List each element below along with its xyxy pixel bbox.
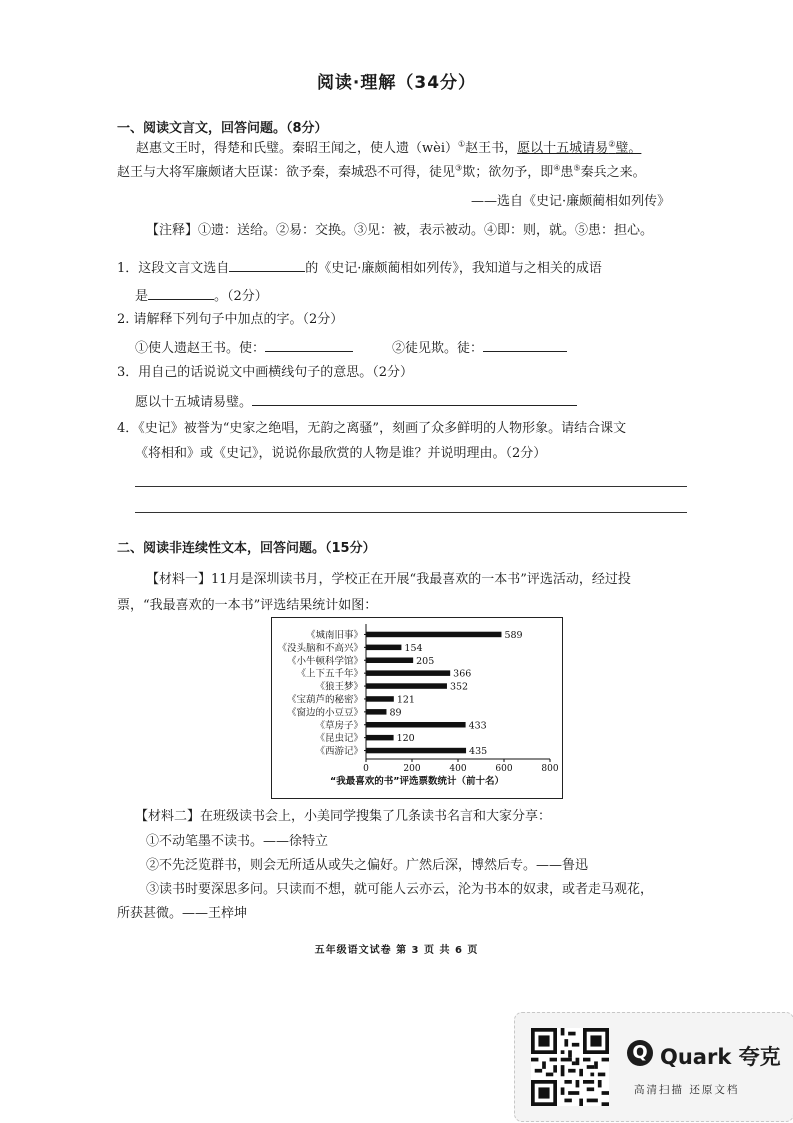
- answer-line[interactable]: [135, 512, 687, 513]
- brand-name: Quark 夸克: [660, 1045, 781, 1069]
- answer-blank[interactable]: [265, 337, 353, 352]
- brand-tagline: 高清扫描 还原文档: [634, 1084, 740, 1096]
- passage-text: 秦兵之来。: [580, 165, 646, 180]
- answer-blank[interactable]: [252, 391, 577, 406]
- bar-chart-svg: [272, 618, 562, 798]
- bar: [366, 632, 501, 638]
- value-label: 366: [453, 668, 472, 680]
- x-tick-label: 200: [403, 764, 421, 774]
- quote-2: ②不先泛览群书，则会无所适从或失之偏好。广然后深，博然后专。——鲁迅: [146, 858, 589, 873]
- bar: [366, 670, 450, 676]
- question-4-line-1: 4．《史记》被誉为“史家之绝唱，无韵之离骚”，刻画了众多鲜明的人物形象。请结合课文: [117, 421, 627, 436]
- bar: [366, 645, 401, 651]
- answer-blank[interactable]: [229, 257, 305, 272]
- question-2-item-1: ①使人遗赵王书。使：: [135, 337, 353, 358]
- bar: [366, 683, 447, 689]
- question-3-sentence: 愿以十五城请易璧。: [135, 391, 577, 412]
- x-tick-label: 600: [495, 764, 513, 774]
- chart-title: “我最喜欢的书”评选票数统计（前十名）: [330, 776, 504, 787]
- question-3: 3．用自己的话说说文中画横线句子的意思。（2分）: [117, 365, 414, 380]
- material1-line-2: 票，“我最喜欢的一本书”评选结果统计如图：: [117, 598, 378, 613]
- answer-line[interactable]: [135, 486, 687, 487]
- category-label: 《小牛顿科学馆》: [286, 655, 363, 667]
- passage-line-1: [136, 140, 641, 158]
- question-2: 2. 请解释下列句子中加点的字。（2分）: [117, 312, 344, 327]
- bar-chart: [271, 617, 563, 799]
- x-tick-label: 0: [363, 764, 369, 774]
- passage-text: 赵王书，: [465, 141, 518, 156]
- quote-3-line-2: 所获甚微。——王梓坤: [117, 906, 248, 921]
- quote-1: ①不动笔墨不读书。——徐特立: [146, 834, 329, 849]
- category-label: 《西游记》: [315, 746, 363, 758]
- question-4-line-2: 《将相和》或《史记》，说说你最欣赏的人物是谁？并说明理由。（2分）: [135, 446, 547, 461]
- page-footer: 五年级语文试卷 第 3 页 共 6 页: [314, 945, 479, 956]
- category-label: 《草房子》: [315, 720, 363, 732]
- category-label: 《城南旧事》: [305, 629, 363, 641]
- qr-code-icon: [531, 1028, 609, 1106]
- bar: [366, 722, 466, 728]
- value-label: 352: [449, 681, 469, 693]
- value-label: 154: [404, 642, 423, 654]
- section2-heading: 二、阅读非连续性文本，回答问题。（15分）: [117, 541, 376, 556]
- passage-line-2: [117, 164, 646, 182]
- value-label: 433: [468, 720, 487, 732]
- category-label: 《昆虫记》: [315, 733, 363, 745]
- answer-blank[interactable]: [148, 285, 214, 300]
- value-label: 89: [389, 707, 402, 719]
- footnote-mark: ④: [553, 163, 561, 173]
- value-label: 435: [469, 746, 488, 758]
- bar: [366, 709, 386, 715]
- footnote-mark: ③: [455, 163, 463, 173]
- category-label: 《窗边的小豆豆》: [286, 707, 363, 719]
- answer-blank[interactable]: [483, 337, 567, 352]
- footnote-mark: ①: [457, 139, 466, 149]
- value-label: 120: [396, 733, 415, 745]
- page-title: 阅读·理解（34分）: [316, 73, 477, 93]
- bar: [366, 696, 394, 702]
- quark-logo-icon: Q: [627, 1040, 653, 1066]
- x-tick-label: 800: [541, 764, 559, 774]
- section1-heading: 一、阅读文言文，回答问题。（8分）: [117, 121, 328, 136]
- value-label: 589: [504, 629, 523, 641]
- question-2-item-2: ②徒见欺。徒：: [392, 337, 567, 358]
- question-1-line-2: 是 。（2分）: [135, 285, 268, 306]
- value-label: 205: [416, 655, 435, 667]
- x-tick-label: 400: [449, 764, 467, 774]
- value-label: 121: [396, 694, 415, 706]
- passage-text: 赵王与大将军廉颇诸大臣谋：欲予秦，秦城恐不可得，徒见: [117, 165, 456, 180]
- material1-line-1: 【材料一】11月是深圳读书月，学校正在开展“我最喜欢的一本书”评选活动，经过投: [146, 572, 631, 587]
- footnote-mark: ⑤: [573, 163, 581, 173]
- passage-text: 患: [560, 165, 574, 180]
- material2-intro: 【材料二】在班级读书会上，小美同学搜集了几条读书名言和大家分享：: [135, 809, 552, 824]
- category-label: 《宝葫芦的秘密》: [286, 694, 363, 706]
- quote-3-line-1: ③读书时要深思多问。只读而不想，就可能人云亦云，沦为书本的奴隶，或者走马观花，: [146, 882, 654, 897]
- passage-text: 赵惠文王时，得楚和氏璧。秦昭王闻之，使人遗（wèi）: [136, 141, 458, 156]
- category-label: 《上下五千年》: [296, 668, 363, 680]
- question-1-line-1: 1．这段文言文选自 的《史记·廉颇蔺相如列传》，我知道与之相关的成语: [117, 257, 602, 278]
- notes: 【注释】①遗：送给。②易：交换。③见：被，表示被动。④即：则，就。⑤患：担心。: [146, 223, 654, 238]
- category-label: 《没头脑和不高兴》: [277, 642, 363, 654]
- underlined-sentence: 愿以十五城请易②璧。: [517, 139, 642, 156]
- bar: [366, 748, 466, 754]
- bar: [366, 658, 413, 664]
- category-label: 《狼王梦》: [315, 681, 363, 693]
- passage-source: ——选自《史记·廉颇蔺相如列传》: [471, 194, 671, 209]
- quark-watermark: [514, 1012, 793, 1122]
- bar: [366, 735, 394, 741]
- passage-text: 欺；欲勿予，即: [462, 165, 554, 180]
